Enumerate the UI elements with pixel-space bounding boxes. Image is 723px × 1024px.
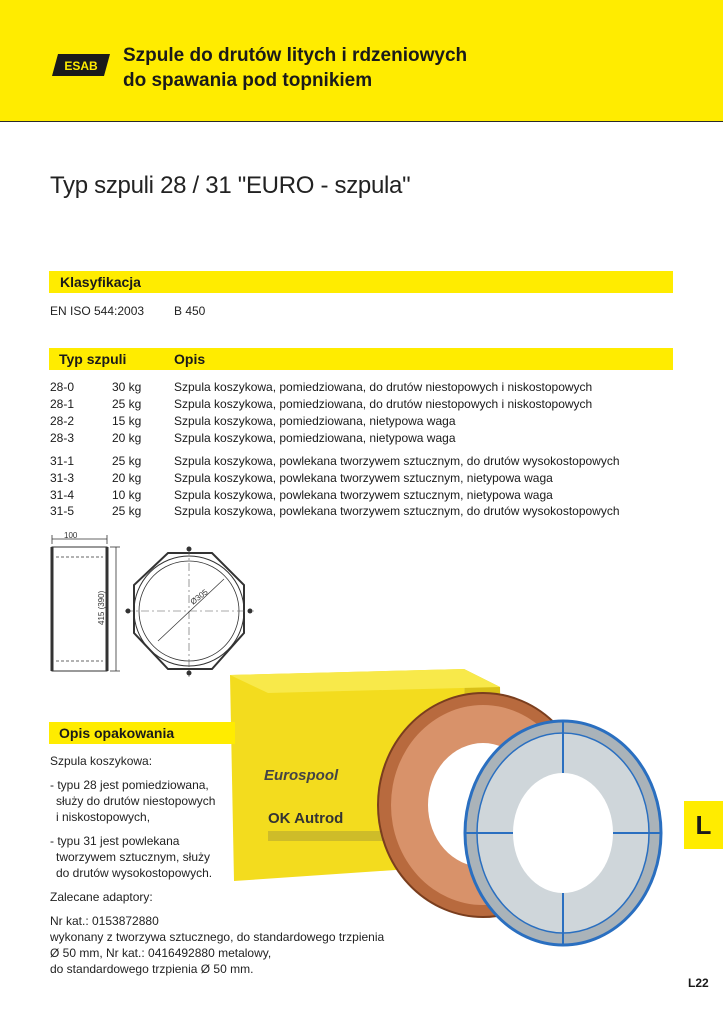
row-desc: Szpula koszykowa, powlekana tworzywem sztucznym, nietypowa waga	[174, 488, 553, 502]
row-desc: Szpula koszykowa, powlekana tworzywem sztucznym, nietypowa waga	[174, 471, 553, 485]
row-desc: Szpula koszykowa, pomiedziowana, nietypowa waga	[174, 414, 456, 428]
spool-side-drawing	[44, 530, 124, 680]
packaging-line: tworzywem sztucznym, służy	[56, 850, 211, 864]
row-desc: Szpula koszykowa, powlekana tworzywem sztucznym, do drutów wysokostopowych	[174, 454, 620, 468]
row-desc: Szpula koszykowa, pomiedziowana, do drutów niestopowych i niskostopowych	[174, 397, 593, 411]
row-weight: 30 kg	[112, 380, 142, 394]
packaging-line: do drutów wysokostopowych.	[56, 866, 213, 880]
page-number: L22	[688, 976, 709, 990]
row-type: 31-3	[50, 471, 75, 485]
packaging-line: i niskostopowych,	[56, 810, 151, 824]
row-desc: Szpula koszykowa, pomiedziowana, nietypowa waga	[174, 431, 456, 445]
packaging-line: Ø 50 mm, Nr kat.: 0416492880 metalowy,	[50, 946, 272, 960]
box-product-text: OK Autrod	[268, 810, 344, 827]
header-band	[0, 0, 723, 122]
row-type: 31-5	[50, 504, 75, 518]
row-weight: 25 kg	[112, 397, 142, 411]
row-weight: 20 kg	[112, 431, 142, 445]
packaging-line: - typu 31 jest powlekana	[50, 834, 180, 848]
width-dimension-label: 100	[64, 531, 78, 540]
product-photo	[228, 665, 668, 971]
row-weight: 25 kg	[112, 504, 142, 518]
row-desc: Szpula koszykowa, pomiedziowana, do drutów niestopowych i niskostopowych	[174, 380, 593, 394]
diameter-label: Ø305	[188, 587, 210, 607]
packaging-line: Nr kat.: 0153872880	[50, 914, 159, 928]
packaging-heading-bar	[49, 722, 235, 744]
row-weight: 15 kg	[112, 414, 142, 428]
spool-front-drawing	[120, 545, 260, 685]
packaging-line: - typu 28 jest pomiedziowana,	[50, 778, 209, 792]
header-title	[123, 43, 683, 93]
types-heading-bar	[49, 348, 673, 370]
esab-logo	[50, 53, 112, 77]
row-weight: 25 kg	[112, 454, 142, 468]
row-type: 31-1	[50, 454, 75, 468]
row-type: 31-4	[50, 488, 75, 502]
row-type: 28-3	[50, 431, 75, 445]
header-title-line1: Szpule do drutów litych i rdzeniowych	[123, 45, 468, 66]
row-type: 28-2	[50, 414, 75, 428]
classification-standard: EN ISO 544:2003	[50, 304, 145, 318]
box-brand-text: Eurospool	[264, 767, 339, 784]
classification-heading-bar	[49, 271, 673, 293]
classification-heading: Klasyfikacja	[60, 274, 141, 290]
packaging-line: Szpula koszykowa:	[50, 754, 153, 768]
header-title-line2: do spawania pod topnikiem	[123, 70, 373, 91]
row-type: 28-0	[50, 380, 75, 394]
section-tab: L	[684, 801, 723, 849]
logo-text: ESAB	[64, 59, 98, 73]
height-dimension-label: 415 (390)	[97, 590, 106, 625]
packaging-heading: Opis opakowania	[59, 725, 175, 741]
row-type: 28-1	[50, 397, 75, 411]
page-title: Typ szpuli 28 / 31 "EURO - szpula"	[50, 172, 411, 199]
packaging-line: do standardowego trzpienia Ø 50 mm.	[50, 962, 254, 976]
packaging-line: służy do drutów niestopowych	[56, 794, 216, 808]
classification-value: B 450	[174, 304, 206, 318]
row-weight: 10 kg	[112, 488, 142, 502]
types-heading-type: Typ szpuli	[59, 351, 127, 367]
row-desc: Szpula koszykowa, powlekana tworzywem sztucznym, do drutów wysokostopowych	[174, 504, 620, 518]
packaging-line: Zalecane adaptory:	[50, 890, 153, 904]
row-weight: 20 kg	[112, 471, 142, 485]
types-heading-desc: Opis	[174, 351, 206, 367]
packaging-line: wykonany z tworzywa sztucznego, do standardowego trzpienia	[50, 930, 385, 944]
